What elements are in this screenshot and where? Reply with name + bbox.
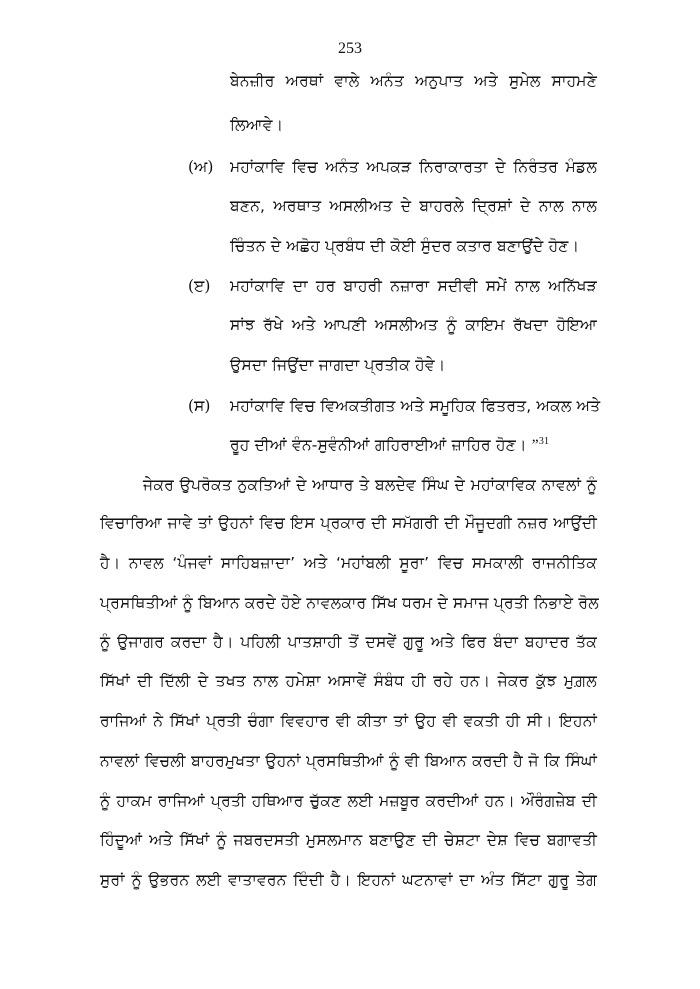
quote-line-final — [230, 436, 549, 455]
quote-line: ਮਹਾਂਕਾਵਿ ਦਾ ਹਰ ਬਾਹਰੀ ਨਜ਼ਾਰਾ ਸਦੀਵੀ ਸਮੇਂ ਨਾਲ ਅਨਿੱਖੜ — [230, 277, 597, 295]
quote-line: ਬਣਨ, ਅਰਥਾਤ ਅਸਲੀਅਤ ਦੇ ਬਾਹਰਲੇ ਦ੍ਰਿਸ਼ਾਂ ਦੇ ਨਾਲ ਨਾਲ — [230, 197, 597, 215]
quote-line: ਬੇਨਜ਼ੀਰ ਅਰਥਾਂ ਵਾਲੇ ਅਨੰਤ ਅਨੁਪਾਤ ਅਤੇ ਸੁਮੇਲ ਸਾਹਮਣੇ — [230, 72, 597, 90]
paragraph-line: ਹੈ। ਨਾਵਲ ‘ਪੰਜਵਾਂ ਸਾਹਿਬਜ਼ਾਦਾ’ ਅਤੇ ‘ਮਹਾਂਬਲੀ ਸੂਰਾ’ ਵਿਚ ਸਮਕਾਲੀ ਰਾਜਨੀਤਿਕ — [100, 554, 597, 572]
paragraph-line: ਸੁਰਾਂ ਨੂੰ ਉਭਰਨ ਲਈ ਵਾਤਾਵਰਨ ਦਿੰਦੀ ਹੈ। ਇਹਨਾਂ ਘਟਨਾਵਾਂ ਦਾ ਅੰਤ ਸਿੱਟਾ ਗੁਰੂ ਤੇਗ — [100, 871, 597, 889]
paragraph-line: ਜੇਕਰ ਉਪਰੋਕਤ ਨੁਕਤਿਆਂ ਦੇ ਆਧਾਰ ਤੇ ਬਲਦੇਵ ਸਿੰਘ ਦੇ ਮਹਾਂਕਾਵਿਕ ਨਾਵਲਾਂ ਨੂੰ — [143, 476, 597, 494]
page-number: 253 — [338, 40, 362, 57]
quote-line: ਮਹਾਂਕਾਵਿ ਵਿਚ ਵਿਅਕਤੀਗਤ ਅਤੇ ਸਮੂਹਿਕ ਫਿਤਰਤ, ਅਕਲ ਅਤੇ — [230, 397, 601, 415]
quote-line: ਮਹਾਂਕਾਵਿ ਵਿਚ ਅਨੰਤ ਅਪਕੜ ਨਿਰਾਕਾਰਤਾ ਦੇ ਨਿਰੰਤਰ ਮੰਡਲ — [230, 158, 597, 176]
paragraph-line: ਪ੍ਰਸਥਿਤੀਆਂ ਨੂੰ ਬਿਆਨ ਕਰਦੇ ਹੋਏ ਨਾਵਲਕਾਰ ਸਿੱਖ ਧਰਮ ਦੇ ਸਮਾਜ ਪ੍ਰਤੀ ਨਿਭਾਏ ਰੋਲ — [100, 594, 599, 612]
paragraph-line: ਵਿਚਾਰਿਆ ਜਾਵੇ ਤਾਂ ਉਹਨਾਂ ਵਿਚ ਇਸ ਪ੍ਰਕਾਰ ਦੀ ਸਮੱਗਰੀ ਦੀ ਮੌਜੂਦਗੀ ਨਜ਼ਰ ਆਉਂਦੀ — [100, 514, 597, 532]
paragraph-line: ਨਾਵਲਾਂ ਵਿਚਲੀ ਬਾਹਰਮੁਖਤਾ ਉਹਨਾਂ ਪ੍ਰਸਥਿਤੀਆਂ ਨੂੰ ਵੀ ਬਿਆਨ ਕਰਦੀ ਹੈ ਜੋ ਕਿ ਸਿੰਘਾਂ — [100, 752, 597, 770]
paragraph-line: ਹਿੰਦੂਆਂ ਅਤੇ ਸਿੱਖਾਂ ਨੂੰ ਜਬਰਦਸਤੀ ਮੁਸਲਮਾਨ ਬਣਾਉਣ ਦੀ ਚੇਸ਼ਟਾ ਦੇਸ਼ ਵਿਚ ਬਗਾਵਤੀ — [100, 831, 597, 849]
paragraph-line: ਨੂੰ ਉਜਾਗਰ ਕਰਦਾ ਹੈ। ਪਹਿਲੀ ਪਾਤਸ਼ਾਹੀ ਤੋਂ ਦਸਵੇਂ ਗੁਰੂ ਅਤੇ ਫਿਰ ਬੰਦਾ ਬਹਾਦਰ ਤੱਕ — [100, 633, 597, 651]
list-marker: (ਅ) — [188, 158, 214, 176]
list-marker: (ੲ) — [188, 277, 211, 295]
quote-text: ਰੂਹ ਦੀਆਂ ਵੰਨ-ਸੁਵੰਨੀਆਂ ਗਹਿਰਾਈਆਂ ਜ਼ਾਹਿਰ ਹੋਣ। — [230, 436, 527, 455]
quote-line: ਲਿਆਵੇ। — [230, 116, 284, 134]
quote-line: ਉਸਦਾ ਜਿਉਂਦਾ ਜਾਗਦਾ ਪ੍ਰਤੀਕ ਹੋਵੇ। — [230, 356, 446, 374]
list-marker: (ਸ) — [188, 397, 211, 415]
paragraph-line: ਰਾਜਿਆਂ ਨੇ ਸਿੱਖਾਂ ਪ੍ਰਤੀ ਚੰਗਾ ਵਿਵਹਾਰ ਵੀ ਕੀਤਾ ਤਾਂ ਉਹ ਵੀ ਵਕਤੀ ਹੀ ਸੀ। ਇਹਨਾਂ — [100, 712, 597, 730]
paragraph-line: ਨੂੰ ਹਾਕਮ ਰਾਜਿਆਂ ਪ੍ਰਤੀ ਹਥਿਆਰ ਚੁੱਕਣ ਲਈ ਮਜ਼ਬੂਰ ਕਰਦੀਆਂ ਹਨ। ਔਰੰਗਜ਼ੇਬ ਦੀ — [100, 792, 597, 810]
paragraph-line: ਸਿੱਖਾਂ ਦੀ ਦਿੱਲੀ ਦੇ ਤਖਤ ਨਾਲ ਹਮੇਸ਼ਾ ਅਸਾਵੇਂ ਸੰਬੰਧ ਹੀ ਰਹੇ ਹਨ। ਜੇਕਰ ਕੁੱਝ ਮੁਗ਼ਲ — [100, 672, 597, 690]
closing-quote-mark: ” — [531, 437, 539, 455]
footnote-ref: 31 — [538, 436, 550, 447]
quote-line: ਚਿੰਤਨ ਦੇ ਅਛੋਹ ਪ੍ਰਬੰਧ ਦੀ ਕੋਈ ਸੁੰਦਰ ਕਤਾਰ ਬਣਾਉਂਦੇ ਹੋਣ। — [230, 237, 580, 255]
quote-line: ਸਾਂਝ ਰੱਖੇ ਅਤੇ ਆਪਣੀ ਅਸਲੀਅਤ ਨੂੰ ਕਾਇਮ ਰੱਖਦਾ ਹੋਇਆ — [230, 316, 597, 334]
